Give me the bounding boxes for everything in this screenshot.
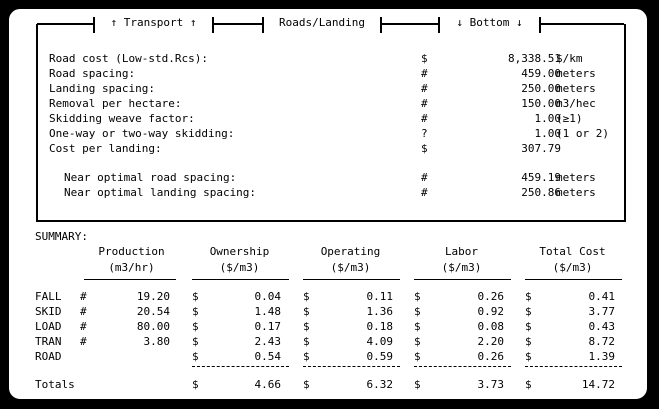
row-label-fall: FALL — [35, 290, 62, 303]
prod-sym: # — [80, 335, 87, 348]
weave-factor-input[interactable]: 1.00 — [534, 112, 561, 125]
header-ownership: Ownership — [209, 245, 270, 258]
currency: $ — [192, 320, 199, 333]
param-label-weave: Skidding weave factor: — [49, 112, 195, 125]
header-total-cost: Total Cost — [539, 245, 606, 258]
param-unit: meters — [556, 67, 596, 80]
load-operating: 0.18 — [366, 320, 393, 333]
param-label-removal: Removal per hectare: — [49, 97, 182, 110]
header-production-unit: (m3/hr) — [108, 261, 155, 274]
total-labor: 3.73 — [477, 378, 504, 391]
header-underline — [414, 279, 511, 280]
param-sym: ? — [421, 127, 428, 140]
total-operating: 6.32 — [366, 378, 393, 391]
currency: $ — [525, 290, 532, 303]
currency: $ — [525, 378, 532, 391]
row-label-load: LOAD — [35, 320, 62, 333]
fall-ownership: 0.04 — [254, 290, 281, 303]
header-labor-unit: ($/m3) — [441, 261, 482, 274]
skid-production-input[interactable]: 20.54 — [136, 305, 170, 318]
row-label-tran: TRAN — [35, 335, 62, 348]
total-cost: 14.72 — [581, 378, 615, 391]
totals-separator — [192, 366, 289, 367]
currency: $ — [303, 290, 310, 303]
param-sym: $ — [421, 52, 428, 65]
road-cost-input[interactable]: 8,338.51 — [508, 52, 561, 65]
load-labor: 0.08 — [477, 320, 504, 333]
header-underline — [303, 279, 400, 280]
currency: $ — [525, 350, 532, 363]
param-unit: (≥1) — [556, 112, 583, 125]
tran-ownership: 2.43 — [254, 335, 281, 348]
param-sym: # — [421, 67, 428, 80]
totals-separator — [414, 366, 511, 367]
skid-labor: 0.92 — [477, 305, 504, 318]
fall-operating: 0.11 — [366, 290, 393, 303]
currency: $ — [414, 335, 421, 348]
skid-operating: 1.36 — [366, 305, 393, 318]
param-sym: # — [421, 186, 428, 199]
fall-production-input[interactable]: 19.20 — [136, 290, 170, 303]
total-ownership: 4.66 — [254, 378, 281, 391]
load-total: 0.43 — [588, 320, 615, 333]
currency: $ — [414, 320, 421, 333]
header-labor: Labor — [444, 245, 479, 258]
row-label-road: ROAD — [35, 350, 62, 363]
header-underline — [192, 279, 289, 280]
header-underline — [525, 279, 622, 280]
param-label-road-cost: Road cost (Low-std.Rcs): — [49, 52, 208, 65]
currency: $ — [414, 350, 421, 363]
currency: $ — [303, 378, 310, 391]
currency: $ — [303, 350, 310, 363]
tran-total: 8.72 — [588, 335, 615, 348]
param-label-road-spacing: Road spacing: — [49, 67, 136, 80]
currency: $ — [525, 320, 532, 333]
prod-sym: # — [80, 290, 87, 303]
currency: $ — [414, 378, 421, 391]
param-label-skidding: One-way or two-way skidding: — [49, 127, 235, 140]
fall-total: 0.41 — [588, 290, 615, 303]
road-ownership: 0.54 — [254, 350, 281, 363]
tab-roads-landing[interactable]: Roads/Landing — [264, 15, 380, 31]
dos-screen — [8, 8, 648, 400]
load-production-input[interactable]: 80.00 — [136, 320, 170, 333]
param-sym: $ — [421, 142, 428, 155]
param-unit: (1 or 2) — [556, 127, 609, 140]
currency: $ — [192, 305, 199, 318]
load-ownership: 0.17 — [254, 320, 281, 333]
param-sym: # — [421, 112, 428, 125]
totals-separator — [525, 366, 622, 367]
optimal-road-spacing-label: Near optimal road spacing: — [64, 171, 237, 184]
skid-ownership: 1.48 — [254, 305, 281, 318]
header-operating-unit: ($/m3) — [330, 261, 371, 274]
currency: $ — [192, 335, 199, 348]
summary-title: SUMMARY: — [35, 230, 88, 243]
optimal-road-spacing-value: 459.19 — [521, 171, 561, 184]
param-sym: # — [421, 171, 428, 184]
header-total-cost-unit: ($/m3) — [552, 261, 593, 274]
header-operating: Operating — [320, 245, 381, 258]
totals-separator — [303, 366, 400, 367]
road-total: 1.39 — [588, 350, 615, 363]
tran-operating: 4.09 — [366, 335, 393, 348]
param-sym: # — [421, 97, 428, 110]
row-label-skid: SKID — [35, 305, 62, 318]
tab-transport[interactable]: ↑ Transport ↑ — [95, 15, 212, 31]
currency: $ — [192, 350, 199, 363]
road-labor: 0.26 — [477, 350, 504, 363]
removal-input[interactable]: 150.00 — [521, 97, 561, 110]
currency: $ — [303, 320, 310, 333]
cost-per-landing-value: 307.79 — [521, 142, 561, 155]
optimal-landing-spacing-label: Near optimal landing spacing: — [64, 186, 257, 199]
currency: $ — [303, 305, 310, 318]
param-label-cost-per-landing: Cost per landing: — [49, 142, 162, 155]
param-sym: # — [421, 82, 428, 95]
landing-spacing-input[interactable]: 250.00 — [521, 82, 561, 95]
skid-total: 3.77 — [588, 305, 615, 318]
fall-labor: 0.26 — [477, 290, 504, 303]
totals-label: Totals — [35, 378, 75, 391]
road-spacing-input[interactable]: 459.00 — [521, 67, 561, 80]
header-production: Production — [98, 245, 165, 258]
header-ownership-unit: ($/m3) — [219, 261, 260, 274]
tran-production-input[interactable]: 3.80 — [143, 335, 170, 348]
road-operating: 0.59 — [366, 350, 393, 363]
currency: $ — [525, 305, 532, 318]
prod-sym: # — [80, 320, 87, 333]
currency: $ — [525, 335, 532, 348]
param-label-landing-spacing: Landing spacing: — [49, 82, 155, 95]
tran-labor: 2.20 — [477, 335, 504, 348]
currency: $ — [192, 290, 199, 303]
skidding-way-input[interactable]: 1.00 — [534, 127, 561, 140]
param-unit: meters — [556, 186, 596, 199]
currency: $ — [414, 290, 421, 303]
param-unit: $/km — [556, 52, 583, 65]
optimal-landing-spacing-value: 250.86 — [521, 186, 561, 199]
param-unit: meters — [556, 171, 596, 184]
param-unit: m3/hec — [556, 97, 596, 110]
currency: $ — [303, 335, 310, 348]
header-underline — [84, 279, 176, 280]
prod-sym: # — [80, 305, 87, 318]
param-unit: meters — [556, 82, 596, 95]
currency: $ — [192, 378, 199, 391]
tab-bottom[interactable]: ↓ Bottom ↓ — [440, 15, 539, 31]
currency: $ — [414, 305, 421, 318]
